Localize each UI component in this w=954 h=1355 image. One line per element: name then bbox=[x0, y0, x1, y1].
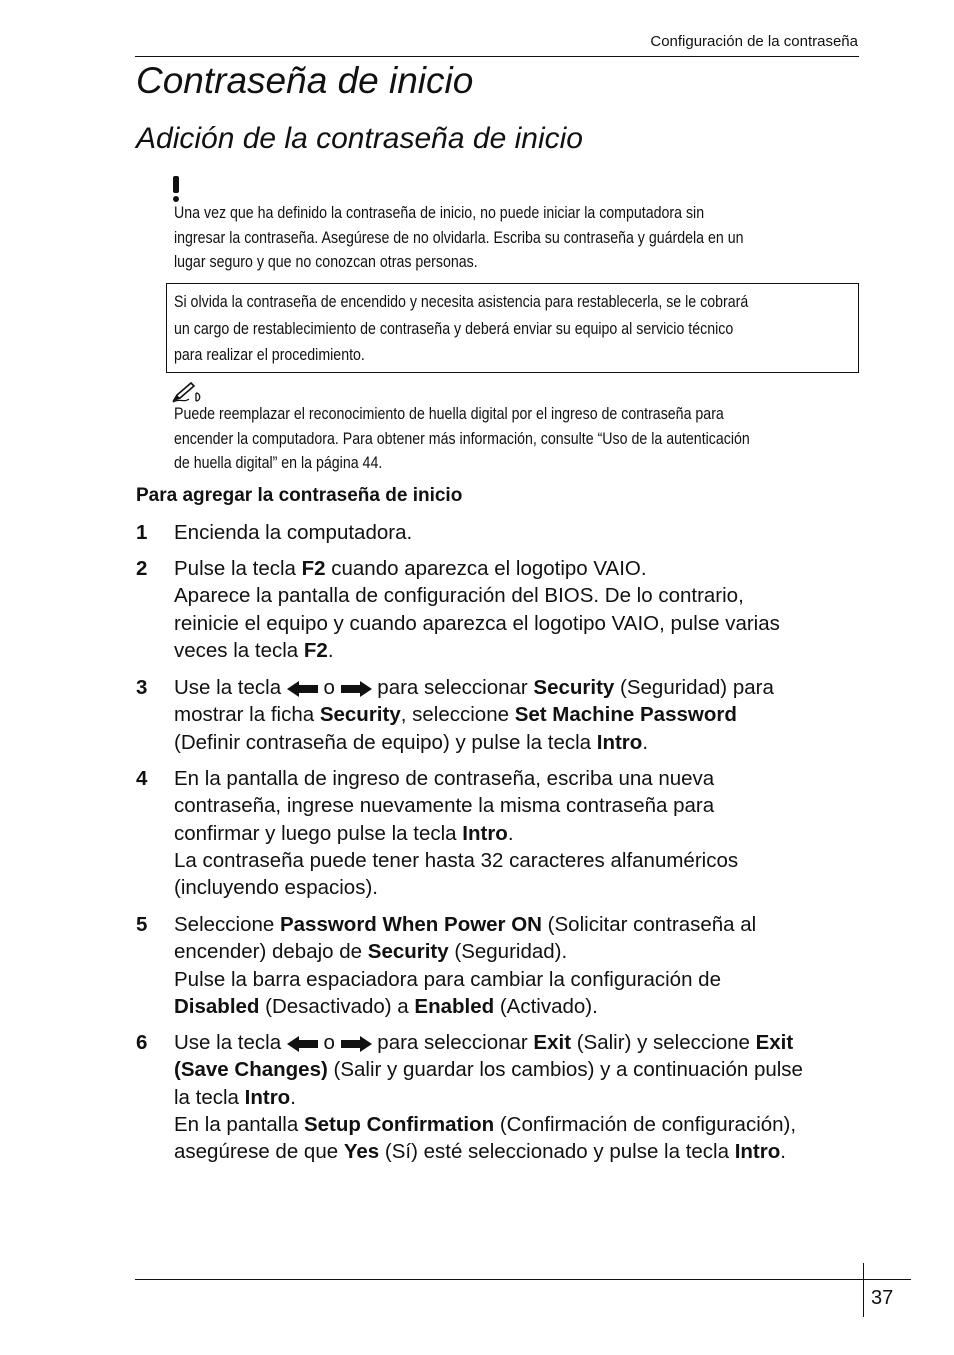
step-number: 6 bbox=[136, 1031, 148, 1054]
menu-label: Set Machine Password bbox=[514, 703, 737, 727]
step-number: 3 bbox=[136, 676, 148, 699]
warning-text: Una vez que ha definido la contraseña de inicio, no puede iniciar la computadora sin ingresar la contraseña. Asegúrese de no olvidarla. Escriba su contraseña y guárdela en un lugar seguro y que no conozcan otras personas. bbox=[174, 204, 744, 271]
footer-rule bbox=[135, 1279, 911, 1280]
menu-label: Enabled bbox=[414, 994, 495, 1018]
right-arrow-key-icon bbox=[341, 681, 372, 697]
step-number: 1 bbox=[136, 521, 148, 544]
exclamation-icon bbox=[171, 176, 181, 202]
key-label: Intro bbox=[596, 730, 643, 754]
header-rule bbox=[135, 56, 859, 57]
menu-label: Password When Power ON bbox=[279, 913, 542, 936]
menu-label: (Save Changes) bbox=[174, 1058, 328, 1082]
key-label: Intro bbox=[244, 1085, 291, 1109]
key-label: Intro bbox=[734, 1140, 781, 1164]
menu-label: Security bbox=[533, 676, 615, 699]
menu-label: Security bbox=[367, 940, 449, 964]
procedure-title: Para agregar la contraseña de inicio bbox=[136, 485, 463, 506]
key-label: F2 bbox=[301, 557, 326, 580]
running-header: Configuración de la contraseña bbox=[650, 33, 858, 50]
footer-divider bbox=[863, 1263, 864, 1317]
page-number: 37 bbox=[871, 1287, 894, 1309]
menu-label: Exit bbox=[755, 1031, 794, 1054]
right-arrow-key-icon bbox=[341, 1036, 372, 1052]
menu-label: Security bbox=[319, 703, 401, 727]
left-arrow-key-icon bbox=[287, 1036, 318, 1052]
pencil-note-icon bbox=[172, 381, 206, 403]
key-label: Intro bbox=[462, 821, 508, 845]
left-arrow-key-icon bbox=[287, 681, 318, 697]
menu-label: Yes bbox=[343, 1140, 380, 1164]
tip-text: Puede reemplazar el reconocimiento de huella digital por el ingreso de contraseña para encender la computadora. Para obtener más información, consulte “Uso de la autenticación de huella digital” en la página 44. bbox=[174, 405, 750, 472]
section-subtitle: Adición de la contraseña de inicio bbox=[136, 122, 583, 155]
page-title: Contraseña de inicio bbox=[136, 60, 474, 101]
step-number: 2 bbox=[136, 557, 148, 580]
menu-label: Exit bbox=[533, 1031, 572, 1054]
key-label: F2 bbox=[303, 638, 328, 662]
menu-label: Setup Confirmation bbox=[303, 1112, 495, 1136]
step-number: 4 bbox=[136, 767, 148, 790]
menu-label: Disabled bbox=[174, 994, 260, 1018]
step-number: 5 bbox=[136, 913, 148, 936]
boxed-note-text: Si olvida la contraseña de encendido y necesita asistencia para restablecerla, se le cobrará un cargo de restablecimiento de contraseña y deberá enviar su equipo al servicio técnico para realizar el procedimiento. bbox=[174, 293, 749, 364]
